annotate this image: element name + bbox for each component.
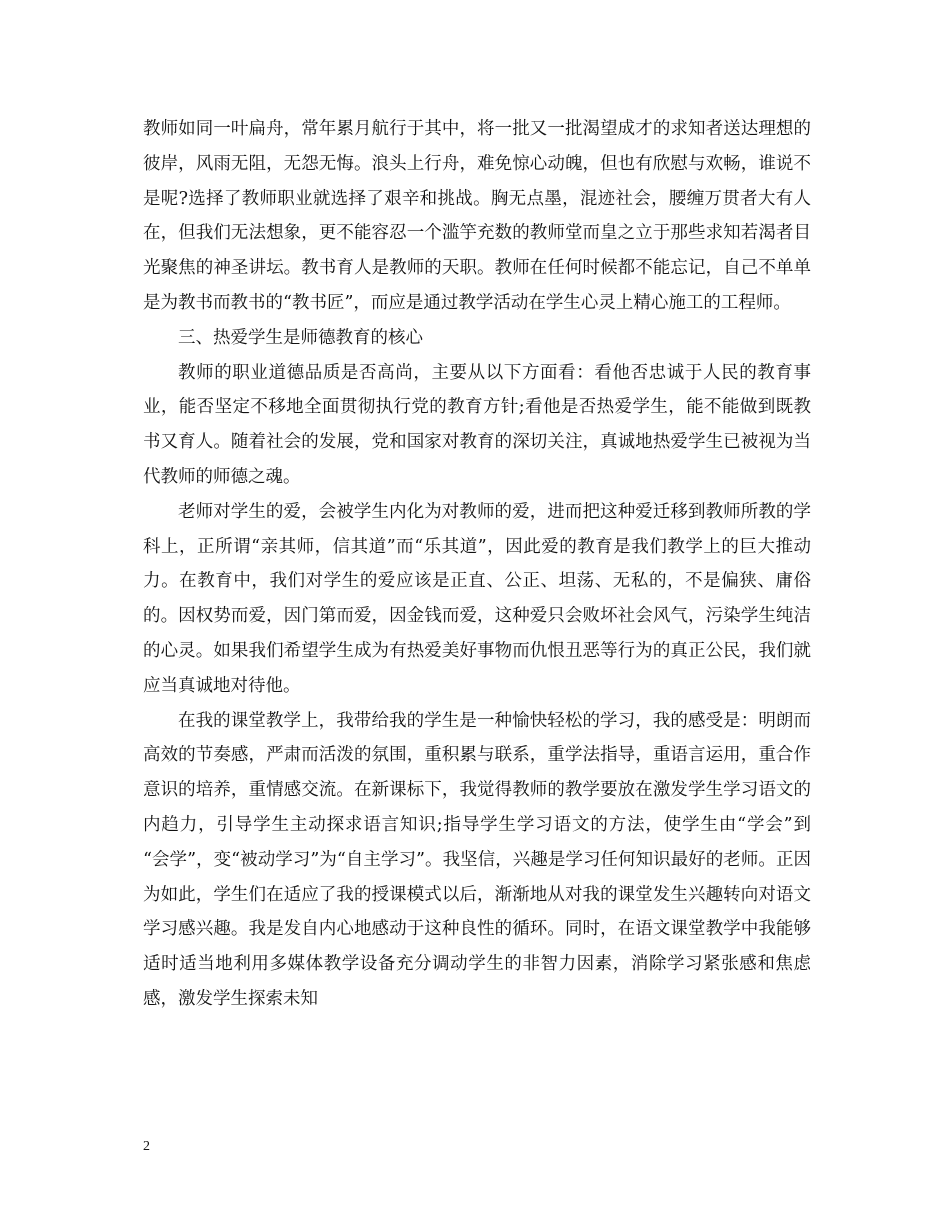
page-number: 2 <box>143 1139 150 1154</box>
paragraph-continuation: 教师如同一叶扁舟，常年累月航行于其中，将一批又一批渴望成才的求知者送达理想的彼岸，风雨无阻，无怨无悔。浪头上行舟，难免惊心动魄，但也有欣慰与欢畅，谁说不是呢?选择了教师职业就选择了艰辛和挑战。胸无点墨，混迹社会，腰缠万贯者大有人在，但我们无法想象，更不能容忍一个滥竽充数的教师堂而皇之立于那些求知若渴者目光聚焦的神圣讲坛。教书育人是教师的天职。教师在任何时候都不能忘记，自己不单单是为教书而教书的“教书匠”，而应是通过教学活动在学生心灵上精心施工的工程师。 <box>143 119 811 313</box>
paragraph-love-of-students: 老师对学生的爱，会被学生内化为对教师的爱，进而把这种爱迁移到教师所教的学科上，正所谓“亲其师，信其道”而“乐其道”，因此爱的教育是我们教学上的巨大推动力。在教育中，我们对学生的爱应该是正直、公正、坦荡、无私的，不是偏狭、庸俗的。因权势而爱，因门第而爱，因金钱而爱，这种爱只会败坏社会风气，污染学生纯洁的心灵。如果我们希望学生成为有热爱美好事物而仇恨丑恶等行为的真正公民，我们就应当真诚地对待他。 <box>143 501 811 696</box>
document-body <box>143 112 811 1017</box>
section-heading-three: 三、热爱学生是师德教育的核心 <box>178 327 423 348</box>
paragraph-teacher-ethics: 教师的职业道德品质是否高尚，主要从以下方面看：看他否忠诚于人民的教育事业，能否坚定不移地全面贯彻执行党的教育方针;看他是否热爱学生，能不能做到既教书又育人。随着社会的发展，党和国家对教育的深切关注，真诚地热爱学生已被视为当代教师的师德之魂。 <box>143 362 811 487</box>
paragraph-classroom-teaching: 在我的课堂教学上，我带给我的学生是一种愉快轻松的学习，我的感受是：明朗而高效的节奏感，严肃而活泼的氛围，重积累与联系，重学法指导，重语言运用，重合作意识的培养，重情感交流。在新课标下，我觉得教师的教学要放在激发学生学习语文的内趋力，引导学生主动探求语言知识;指导学生学习语文的方法，使学生由“学会”到 “会学”，变“被动学习”为“自主学习”。我坚信，兴趣是学习任何知识最好的老师。正因为如此，学生们在适应了我的授课模式以后，渐渐地从对我的课堂发生兴趣转向对语文学习感兴趣。我是发自内心地感动于这种良性的循环。同时，在语文课堂教学中我能够适时适当地利用多媒体教学设备充分调动学生的非智力因素，消除学习紧张感和焦虑感，激发学生探索未知 <box>143 710 811 1009</box>
